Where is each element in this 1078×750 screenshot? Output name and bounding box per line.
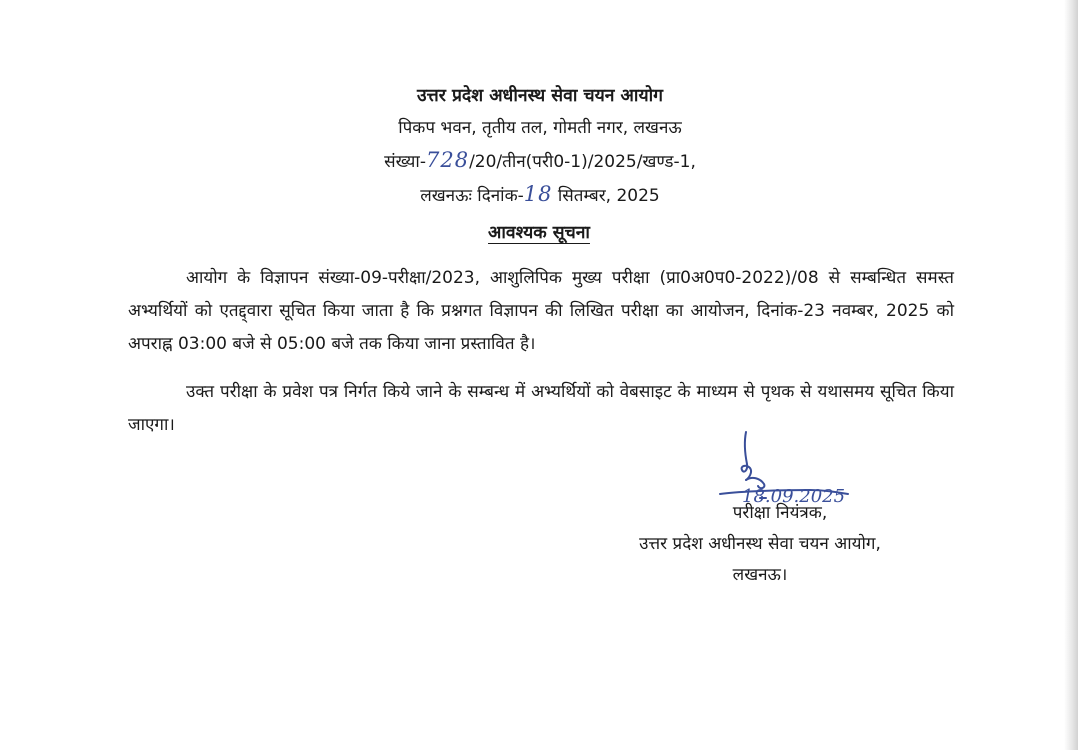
date-suffix: सितम्बर, 2025 — [552, 186, 660, 206]
signatory-designation: परीक्षा नियंत्रक, — [732, 503, 828, 523]
handwritten-date-day: 18 — [523, 182, 553, 206]
office-address: पिकप भवन, तृतीय तल, गोमती नगर, लखनऊ — [398, 118, 682, 138]
notice-paragraph-1 — [128, 262, 954, 361]
issue-date — [330, 178, 750, 212]
notice-title — [0, 220, 1078, 244]
reference-number — [330, 144, 750, 178]
signatory-city: लखनऊ। — [732, 565, 788, 585]
paragraph-1-text: आयोग के विज्ञापन संख्या-09-परीक्षा/2023, आशुलिपिक मुख्य परीक्षा (प्रा0अ0प0-2022)/08 से सम्बन्धित समस्त अभ्यर्थियों को एतद्द्वारा सूचित किया जाता है कि प्रश्नगत विज्ञापन की लिखित परीक्षा का आयोजन, दिनांक-23 नवम्बर, 2025 को अपराह्न 03:00 बजे से 05:00 बजे तक किया जाना प्रस्तावित है। — [128, 268, 954, 354]
reference-suffix: /20/तीन(परी0-1)/2025/खण्ड-1, — [469, 152, 696, 172]
letterhead — [330, 80, 750, 212]
organization-name: उत्तर प्रदेश अधीनस्थ सेवा चयन आयोग — [417, 86, 663, 106]
signatory-organization: उत्तर प्रदेश अधीनस्थ सेवा चयन आयोग, — [639, 534, 881, 554]
paragraph-2-text: उक्त परीक्षा के प्रवेश पत्र निर्गत किये जाने के सम्बन्ध में अभ्यर्थियों को वेबसाइट के माध्यम से पृथक से यथासमय सूचित किया जाएगा। — [128, 382, 954, 435]
notice-title-text: आवश्यक सूचना — [488, 223, 590, 243]
date-prefix: लखनऊः दिनांक- — [420, 186, 524, 206]
page-edge-shadow — [1064, 0, 1078, 750]
handwritten-reference-number: 728 — [425, 148, 470, 172]
handwritten-signature-date: 18.09.2025 — [742, 486, 846, 507]
signatory-block — [580, 498, 940, 591]
reference-prefix: संख्या- — [384, 152, 426, 172]
